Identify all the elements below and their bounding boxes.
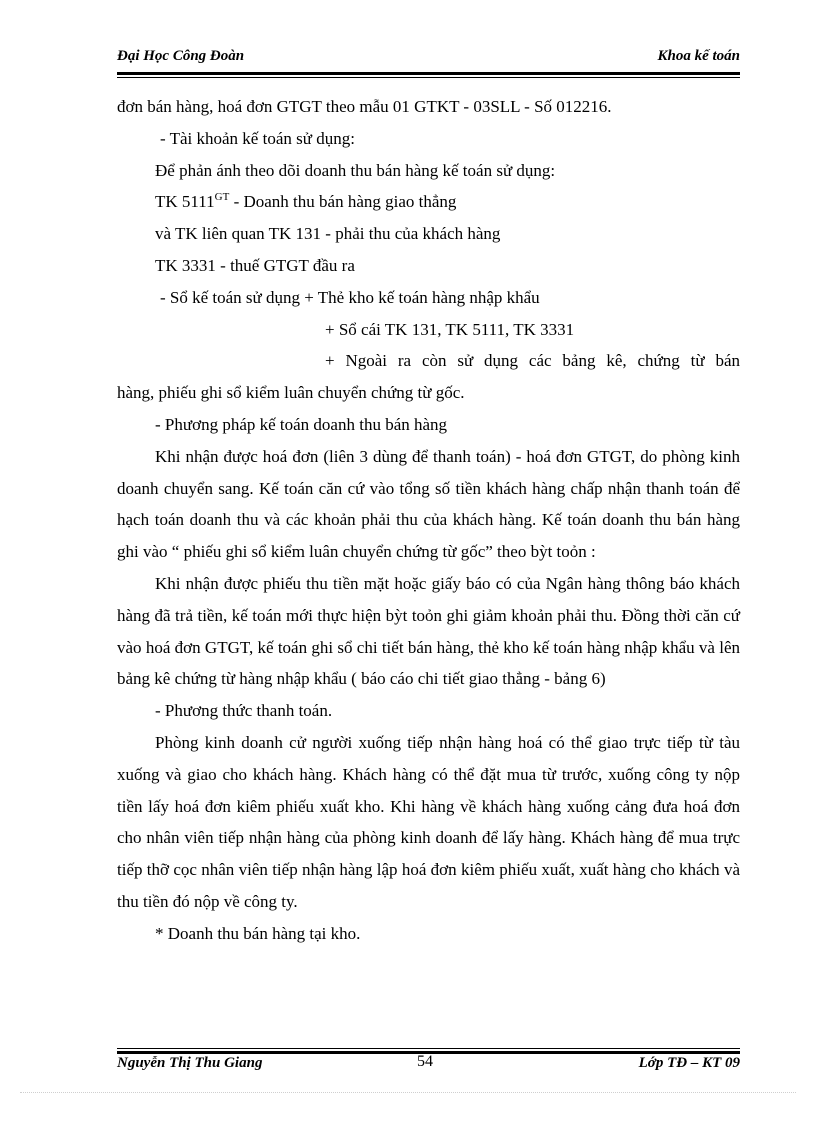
- body-line: - Phương pháp kế toán doanh thu bán hàng: [155, 414, 448, 434]
- header-faculty: Khoa kế toán: [657, 48, 740, 64]
- body-line: và TK liên quan TK 131 - phải thu của khách hàng: [155, 224, 501, 244]
- document-body: [117, 91, 740, 950]
- header-rule-thin: [117, 77, 740, 78]
- body-paragraph: Khi nhận được phiếu thu tiền mặt hoặc giấy báo có của Ngân hàng thông báo khách hàng đã trả tiền, kế toán mới thực hiện bỳt toỏn ghi giảm khoản phải thu. Đồng thời căn cứ vào hoá đơn GTGT, kế toán ghi sổ chi tiết bán hàng, thẻ kho kế toán hàng nhập khẩu và lên bảng kê chứng từ hàng nhập khẩu ( báo cáo chi tiết giao thẳng - bảng 6): [117, 573, 740, 689]
- footer-author: Nguyễn Thị Thu Giang: [117, 1055, 263, 1071]
- body-line: Để phản ánh theo dõi doanh thu bán hàng kế toán sử dụng:: [155, 160, 556, 180]
- body-line: - Tài khoản kế toán sử dụng:: [160, 128, 355, 148]
- account-code: TK 5111: [155, 192, 215, 212]
- page-footer: [117, 1055, 740, 1079]
- body-line: đơn bán hàng, hoá đơn GTGT theo mẫu 01 GTKT - 03SLL - Số 012216.: [117, 97, 612, 116]
- account-superscript: GT: [214, 191, 230, 204]
- body-line: TK 3331 - thuế GTGT đầu ra: [155, 255, 355, 275]
- body-line: - Phương thức thanh toán.: [155, 701, 333, 721]
- footer-class: Lớp TĐ – KT 09: [638, 1055, 740, 1071]
- header-rule-thick: [117, 72, 740, 75]
- page-edge-dotted-line: [20, 1092, 796, 1093]
- header-university: Đại Học Công Đoàn: [117, 48, 245, 64]
- page-header: [117, 48, 740, 72]
- body-line: + Sổ cái TK 131, TK 5111, TK 3331: [325, 319, 575, 339]
- body-line: - Sổ kế toán sử dụng + Thẻ kho kế toán hàng nhập khẩu: [160, 287, 540, 307]
- body-line: + Ngoài ra còn sử dụng các bảng kê, chứng từ bán: [325, 351, 740, 371]
- body-line: hàng, phiếu ghi sổ kiểm luân chuyển chứng từ gốc.: [117, 383, 465, 403]
- account-5111-line: [117, 186, 740, 218]
- body-line: * Doanh thu bán hàng tại kho.: [155, 923, 361, 943]
- body-paragraph: Phòng kinh doanh cử người xuống tiếp nhận hàng hoá có thể giao trực tiếp từ tàu xuống và giao cho khách hàng. Khách hàng có thể đặt mua từ trước, xuống công ty nộp tiền lấy hoá đơn kiêm phiếu xuất kho. Khi hàng về khách hàng xuống cảng đưa hoá đơn cho nhân viên tiếp nhận hàng của phòng kinh doanh để lấy hàng. Khách hàng để mua trực tiếp thỡ cọc nhân viên tiếp nhận hàng lập hoá đơn kiêm phiếu xuất, xuất hàng cho khách và thu tiền đó nộp về công ty.: [117, 732, 740, 911]
- body-paragraph: Khi nhận được hoá đơn (liên 3 dùng để thanh toán) - hoá đơn GTGT, do phòng kinh doanh chuyển sang. Kế toán căn cứ vào tổng số tiền khách hàng chấp nhận thanh toán để hạch toán doanh thu và các khoản phải thu của khách hàng. Kế toán doanh thu bán hàng ghi vào “ phiếu ghi sổ kiểm luân chuyển chứng từ gốc” theo bỳt toỏn :: [117, 446, 740, 562]
- page-number: 54: [417, 1053, 433, 1070]
- account-description: - Doanh thu bán hàng giao thẳng: [229, 192, 457, 212]
- footer-rule-thin: [117, 1048, 740, 1049]
